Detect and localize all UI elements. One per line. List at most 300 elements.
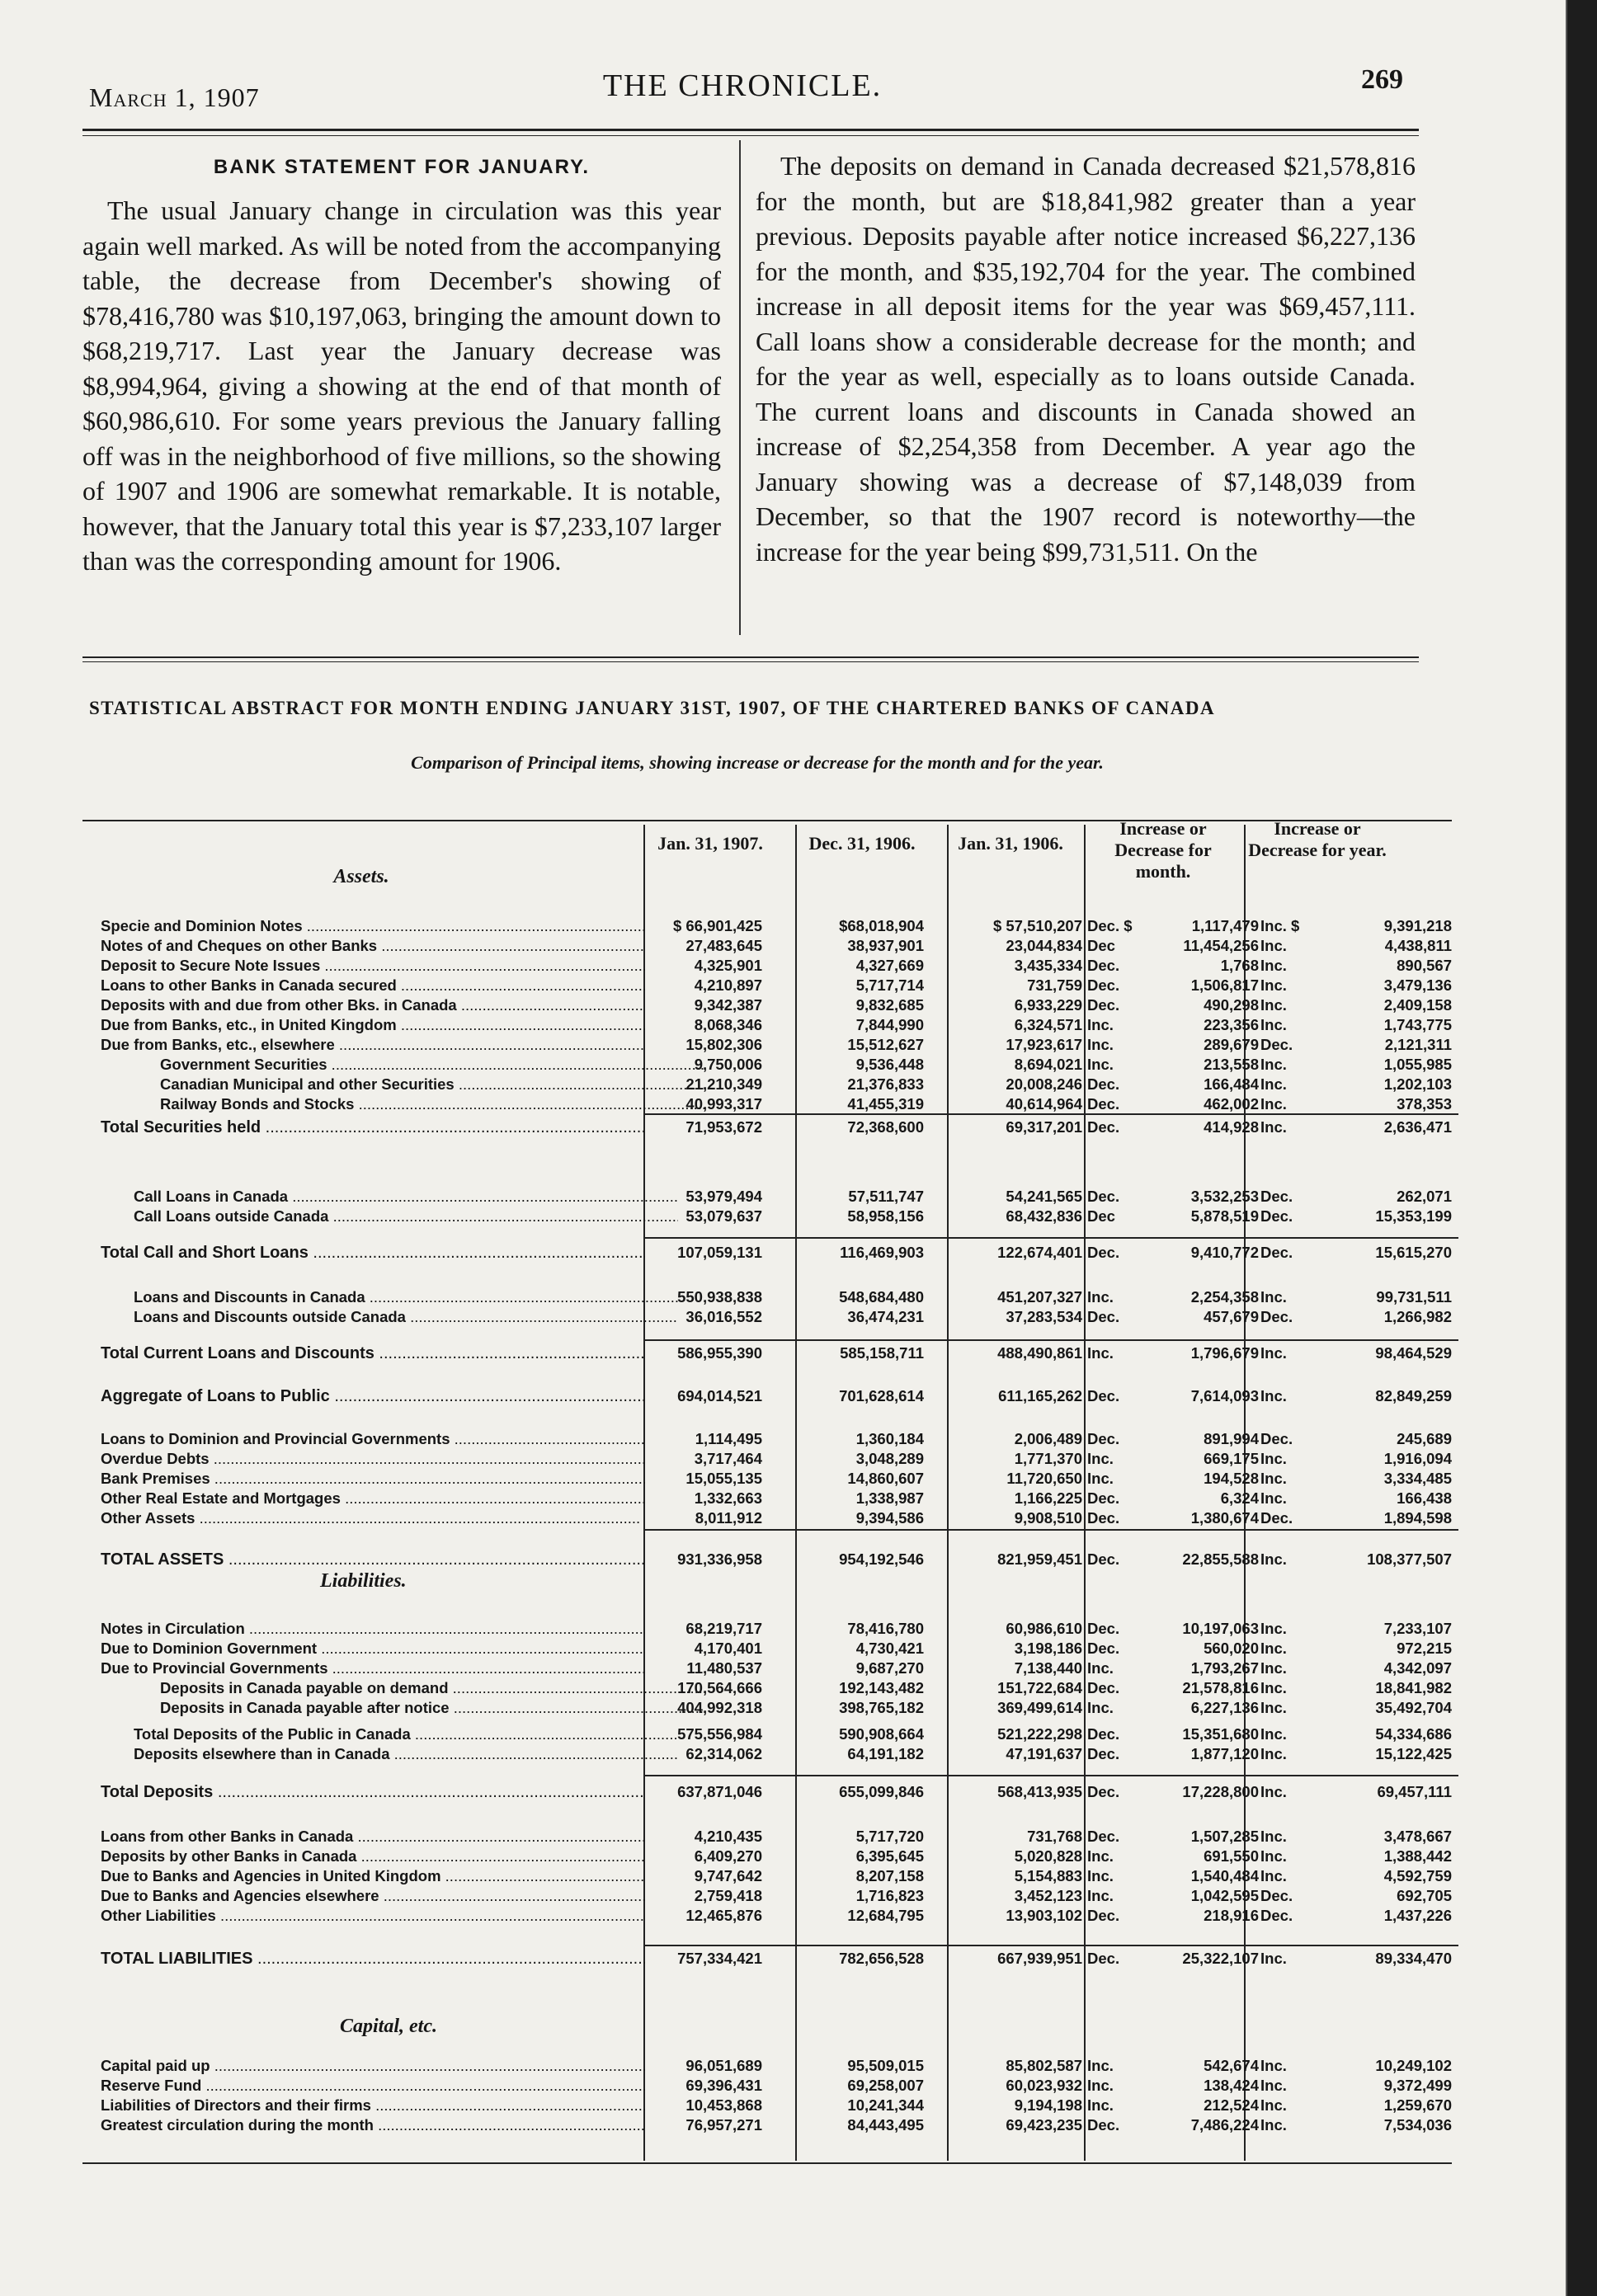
cell-year: 99,731,511 [1376, 1288, 1452, 1306]
row-label: Deposit to Secure Note Issues ..... [101, 957, 645, 975]
table-row [89, 1659, 1458, 1677]
table-row [89, 1489, 1458, 1508]
cell-jan1906: 60,023,932 [1006, 2077, 1082, 2094]
cell-jan1906: 20,008,246 [1006, 1075, 1082, 1093]
cell-jan1906: 369,499,614 [997, 1699, 1082, 1716]
cell-month: 490,298 [1204, 996, 1259, 1014]
cell-month: 1,796,679 [1190, 1344, 1259, 1362]
cell-jan1907: 9,750,006 [694, 1056, 762, 1073]
cell-dec1906: 5,717,714 [855, 976, 924, 994]
cell-m-dir: Dec. [1087, 1679, 1120, 1696]
cell-year: 89,334,470 [1375, 1950, 1452, 1967]
header-rule [82, 129, 1419, 131]
cell-jan1906: 9,194,198 [1014, 2096, 1082, 2114]
cell-y-dir: Inc. [1260, 1016, 1287, 1033]
cell-m-dir: Inc. [1087, 1056, 1114, 1073]
cell-month: 542,674 [1204, 2057, 1259, 2074]
table-row [89, 996, 1458, 1014]
cell-jan1906: 5,020,828 [1014, 1847, 1082, 1865]
cell-jan1906: 17,923,617 [1006, 1036, 1082, 1053]
cell-dec1906: 4,327,669 [855, 957, 924, 974]
col-header-jan1906: Jan. 31, 1906. [958, 833, 1063, 854]
cell-jan1906: 3,198,186 [1014, 1640, 1082, 1657]
issue-date: March 1, 1907 [89, 82, 260, 112]
cell-jan1907: 15,802,306 [685, 1036, 762, 1053]
cell-jan1907: 1,332,663 [694, 1489, 762, 1507]
cell-jan1907: 757,334,421 [677, 1950, 762, 1967]
cell-dec1906: 585,158,711 [840, 1344, 924, 1362]
cell-y-dir: Inc. [1260, 1699, 1287, 1716]
row-label: Government Securities ..... [101, 1056, 704, 1074]
cell-y-dir: Inc. [1260, 957, 1287, 974]
table-row [89, 1950, 1458, 1968]
cell-y-dir: Inc. [1260, 2057, 1287, 2074]
cell-month: 218,916 [1204, 1907, 1259, 1924]
cell-jan1906: 68,432,836 [1006, 1207, 1082, 1225]
cell-dec1906: 3,048,289 [855, 1450, 924, 1467]
cell-jan1907: $ 66,901,425 [672, 917, 762, 934]
cell-jan1907: 27,483,645 [685, 937, 762, 954]
cell-y-dir: Dec. [1260, 1188, 1293, 1205]
cell-dec1906: 9,536,448 [855, 1056, 924, 1073]
col-header-jan1907: Jan. 31, 1907. [657, 833, 763, 854]
cell-y-dir: Inc. [1260, 1725, 1287, 1743]
cell-jan1907: 53,079,637 [685, 1207, 762, 1225]
cell-dec1906: 954,192,546 [839, 1550, 924, 1568]
table-row [89, 2096, 1458, 2115]
table-row [89, 1207, 1458, 1226]
cell-jan1906: 667,939,951 [997, 1950, 1082, 1967]
cell-dec1906: 21,376,833 [847, 1075, 924, 1093]
cell-y-dir: Dec. [1260, 1244, 1293, 1261]
column-divider [739, 140, 741, 635]
row-label: Total Securities held ..... [101, 1118, 645, 1136]
table-row [89, 1036, 1458, 1054]
cell-y-dir: Inc. [1260, 2096, 1287, 2114]
row-label: Due from Banks, etc., elsewhere ..... [101, 1036, 645, 1054]
cell-dec1906: 64,191,182 [847, 1745, 924, 1762]
cell-jan1907: 8,011,912 [695, 1509, 762, 1527]
cell-m-dir: Dec. [1087, 1308, 1120, 1325]
cell-dec1906: 548,684,480 [839, 1288, 924, 1306]
cell-dec1906: 9,687,270 [855, 1659, 924, 1677]
cell-dec1906: 1,716,823 [855, 1887, 924, 1904]
cell-m-dir: Dec. [1087, 1620, 1120, 1637]
cell-m-dir: Dec. [1087, 1489, 1120, 1507]
cell-jan1907: 586,955,390 [677, 1344, 762, 1362]
cell-jan1907: 107,059,131 [677, 1244, 762, 1261]
cell-jan1907: 8,068,346 [694, 1016, 762, 1033]
cell-dec1906: $68,018,904 [839, 917, 924, 934]
row-label: Due to Banks and Agencies elsewhere ..... [101, 1887, 645, 1905]
cell-dec1906: 4,730,421 [855, 1640, 924, 1657]
cell-dec1906: 6,395,645 [855, 1847, 924, 1865]
cell-m-dir: Inc. [1087, 2057, 1114, 2074]
cell-dec1906: 192,143,482 [839, 1679, 924, 1696]
cell-y-dir: Inc. [1260, 1344, 1287, 1362]
cell-m-dir: Inc. [1087, 1887, 1114, 1904]
section-rule-top [82, 656, 1419, 658]
cell-dec1906: 78,416,780 [847, 1620, 924, 1637]
cell-month: 691,550 [1204, 1847, 1259, 1865]
cell-dec1906: 9,832,685 [855, 996, 924, 1014]
cell-dec1906: 15,512,627 [847, 1036, 924, 1053]
cell-y-dir: Inc. [1260, 1867, 1287, 1884]
table-row [89, 1470, 1458, 1488]
cell-month: 17,228,800 [1182, 1783, 1259, 1800]
table-row [89, 1016, 1458, 1034]
cell-jan1906: 69,317,201 [1006, 1118, 1082, 1136]
cell-jan1907: 2,759,418 [694, 1887, 762, 1904]
row-label: Deposits in Canada payable after notice ..... [101, 1699, 704, 1717]
cell-month: 7,614,093 [1190, 1387, 1259, 1404]
cell-y-dir: Inc. [1260, 1783, 1287, 1800]
cell-m-dir: Inc. [1087, 1699, 1114, 1716]
cell-m-dir: Inc. [1087, 1344, 1114, 1362]
cell-jan1906: 488,490,861 [997, 1344, 1082, 1362]
table-row [89, 1847, 1458, 1866]
cell-dec1906: 1,360,184 [855, 1430, 924, 1447]
cell-jan1907: 69,396,431 [685, 2077, 762, 2094]
cell-month: 6,227,136 [1190, 1699, 1259, 1716]
cell-month: 11,454,256 [1183, 937, 1259, 954]
cell-jan1906: 69,423,235 [1006, 2116, 1082, 2134]
cell-year: 1,266,982 [1383, 1308, 1452, 1325]
cell-year: 82,849,259 [1375, 1387, 1452, 1404]
cell-jan1907: 404,992,318 [677, 1699, 762, 1716]
cell-month: 1,380,674 [1190, 1509, 1259, 1527]
cell-jan1907: 10,453,868 [685, 2096, 762, 2114]
cell-m-dir: Dec. [1087, 1509, 1120, 1527]
table-row [89, 1308, 1458, 1326]
cell-y-dir: Inc. [1260, 1075, 1287, 1093]
cell-month: 22,855,588 [1182, 1550, 1259, 1568]
cell-m-dir: Inc. [1087, 1847, 1114, 1865]
table-top-rule [82, 820, 1452, 821]
cell-month: 462,002 [1204, 1095, 1259, 1113]
row-label: Canadian Municipal and other Securities ..... [101, 1075, 704, 1094]
cell-jan1907: 637,871,046 [677, 1783, 762, 1800]
cell-dec1906: 701,628,614 [839, 1387, 924, 1404]
row-label: Other Liabilities ..... [101, 1907, 645, 1925]
row-label: Greatest circulation during the month ..... [101, 2116, 645, 2134]
row-label: Railway Bonds and Stocks ..... [101, 1095, 704, 1113]
row-label: Capital paid up ..... [101, 2057, 645, 2075]
cell-month: 10,197,063 [1182, 1620, 1259, 1637]
cell-y-dir: Dec. [1260, 1887, 1293, 1904]
cell-jan1906: 1,771,370 [1014, 1450, 1082, 1467]
cell-m-dir: Dec. [1087, 2116, 1120, 2134]
page-number: 269 [1361, 64, 1403, 95]
cell-dec1906: 655,099,846 [839, 1783, 924, 1800]
table-row [89, 1620, 1458, 1638]
cell-year: 4,592,759 [1383, 1867, 1452, 1884]
row-label: Total Current Loans and Discounts ..... [101, 1344, 645, 1362]
cell-year: 245,689 [1397, 1430, 1452, 1447]
row-label: Notes in Circulation ..... [101, 1620, 645, 1638]
cell-y-dir: Inc. [1260, 1118, 1287, 1136]
row-label: Deposits with and due from other Bks. in Canada ..... [101, 996, 645, 1014]
cell-jan1907: 21,210,349 [685, 1075, 762, 1093]
cell-dec1906: 398,765,182 [839, 1699, 924, 1716]
cell-jan1906: 122,674,401 [997, 1244, 1082, 1261]
cell-month: 15,351,680 [1182, 1725, 1259, 1743]
cell-jan1907: 1,114,495 [695, 1430, 762, 1447]
cell-y-dir: Inc. [1260, 1056, 1287, 1073]
cell-m-dir: Dec. [1087, 996, 1120, 1014]
row-label: Loans to Dominion and Provincial Governments ..... [101, 1430, 645, 1448]
cell-dec1906: 1,338,987 [855, 1489, 924, 1507]
cell-y-dir: Dec. [1260, 1509, 1293, 1527]
cell-y-dir: Dec. [1260, 1907, 1293, 1924]
cell-month: 560,020 [1204, 1640, 1259, 1657]
cell-jan1906: 54,241,565 [1006, 1188, 1082, 1205]
cell-y-dir: Inc. [1260, 1745, 1287, 1762]
cell-m-dir: Inc. [1087, 1450, 1114, 1467]
cell-jan1906: 40,614,964 [1006, 1095, 1082, 1113]
cell-m-dir: Inc. [1087, 1867, 1114, 1884]
row-label: Call Loans outside Canada ..... [101, 1207, 678, 1226]
cell-jan1906: 568,413,935 [997, 1783, 1082, 1800]
cell-jan1907: 53,979,494 [685, 1188, 762, 1205]
table-row [89, 2057, 1458, 2075]
cell-month: 212,524 [1204, 2096, 1259, 2114]
table-row [89, 2077, 1458, 2095]
cell-year: 1,437,226 [1383, 1907, 1452, 1924]
cell-dec1906: 9,394,586 [855, 1509, 924, 1527]
cell-year: 18,841,982 [1375, 1679, 1452, 1696]
cell-year: 3,479,136 [1383, 976, 1452, 994]
cell-y-dir: Dec. [1260, 1308, 1293, 1325]
cell-year: 4,438,811 [1384, 937, 1452, 954]
cell-m-dir: Dec [1087, 1207, 1115, 1225]
cell-year: 9,372,499 [1383, 2077, 1452, 2094]
cell-year: 35,492,704 [1375, 1699, 1452, 1716]
table-row [89, 1450, 1458, 1468]
table-row [89, 1075, 1458, 1094]
cell-year: 10,249,102 [1375, 2057, 1452, 2074]
cell-jan1906: 5,154,883 [1014, 1867, 1082, 1884]
cell-jan1906: 521,222,298 [997, 1725, 1082, 1743]
cell-year: 98,464,529 [1375, 1344, 1452, 1362]
row-label: Aggregate of Loans to Public ..... [101, 1387, 645, 1405]
cell-jan1907: 68,219,717 [685, 1620, 762, 1637]
cell-dec1906: 69,258,007 [847, 2077, 924, 2094]
cell-jan1906: 2,006,489 [1014, 1430, 1082, 1447]
cell-y-dir: Dec. [1260, 1207, 1293, 1225]
row-label: Due to Banks and Agencies in United Kingdom ..... [101, 1867, 645, 1885]
cell-year: 108,377,507 [1367, 1550, 1452, 1568]
cell-month: 6,324 [1220, 1489, 1259, 1507]
cell-month: 25,322,107 [1182, 1950, 1259, 1967]
article-right-column [756, 148, 1416, 569]
cell-m-dir: Dec. [1087, 1118, 1120, 1136]
cell-y-dir: Inc. [1260, 1095, 1287, 1113]
cell-y-dir: Inc. [1260, 1470, 1287, 1487]
cell-jan1906: 611,165,262 [998, 1387, 1082, 1404]
subtotal-rule [643, 1775, 1458, 1776]
cell-dec1906: 782,656,528 [839, 1950, 924, 1967]
cell-year: 3,478,667 [1383, 1828, 1452, 1845]
cell-jan1907: 575,556,984 [677, 1725, 762, 1743]
cell-year: 890,567 [1397, 957, 1452, 974]
cell-y-dir: Inc. [1260, 1950, 1287, 1967]
cell-month: 1,042,595 [1190, 1887, 1259, 1904]
cell-jan1907: 36,016,552 [685, 1308, 762, 1325]
cell-month: 138,424 [1204, 2077, 1259, 2094]
cell-y-dir: Inc. [1260, 1620, 1287, 1637]
cell-month: 9,410,772 [1190, 1244, 1259, 1261]
cell-m-dir: Dec. [1087, 957, 1120, 974]
table-row [89, 1344, 1458, 1362]
cell-m-dir: Inc. [1087, 1659, 1114, 1677]
cell-jan1906: 13,903,102 [1006, 1907, 1082, 1924]
cell-month: 1,540,484 [1190, 1867, 1259, 1884]
cell-month: 1,117,479 [1191, 917, 1259, 934]
table-bottom-rule [82, 2162, 1452, 2164]
cell-year: 2,409,158 [1383, 996, 1452, 1014]
cell-jan1906: 47,191,637 [1006, 1745, 1082, 1762]
publication-title: THE CHRONICLE. [602, 68, 883, 103]
table-row [89, 1679, 1458, 1697]
cell-year: 7,233,107 [1383, 1620, 1452, 1637]
cell-m-dir: Dec. [1087, 1950, 1120, 1967]
cell-year: 15,353,199 [1375, 1207, 1452, 1225]
cell-month: 891,994 [1204, 1430, 1259, 1447]
table-row [89, 1550, 1458, 1569]
cell-jan1907: 4,170,401 [694, 1640, 762, 1657]
cell-month: 21,578,816 [1182, 1679, 1259, 1696]
cell-jan1907: 62,314,062 [685, 1745, 762, 1762]
cell-y-dir: Dec. [1260, 1430, 1293, 1447]
row-label: Deposits elsewhere than in Canada ..... [101, 1745, 678, 1763]
cell-jan1906: 6,324,571 [1014, 1016, 1082, 1033]
row-label: Loans and Discounts in Canada ..... [101, 1288, 678, 1306]
cell-m-dir: Dec. [1087, 1550, 1120, 1568]
table-row [89, 1118, 1458, 1136]
cell-year: 378,353 [1397, 1095, 1452, 1113]
row-label: Reserve Fund ..... [101, 2077, 645, 2095]
table-row [89, 1244, 1458, 1262]
cell-month: 1,877,120 [1190, 1745, 1259, 1762]
cell-year: 1,259,670 [1383, 2096, 1452, 2114]
cell-jan1907: 96,051,689 [685, 2057, 762, 2074]
cell-dec1906: 14,860,607 [847, 1470, 924, 1487]
cell-y-dir: Inc. [1260, 1679, 1287, 1696]
subtotal-rule [643, 1529, 1458, 1531]
page-edge [1567, 0, 1597, 2296]
cell-m-dir: Dec. [1087, 1244, 1120, 1261]
cell-month: 1,507,285 [1190, 1828, 1259, 1845]
cell-month: 7,486,224 [1190, 2116, 1259, 2134]
row-label: Total Call and Short Loans ..... [101, 1244, 645, 1262]
cell-dec1906: 7,844,990 [855, 1016, 924, 1033]
row-label: Deposits in Canada payable on demand ..... [101, 1679, 704, 1697]
cell-m-dir: Dec. [1087, 1430, 1120, 1447]
row-label: Loans from other Banks in Canada ..... [101, 1828, 645, 1846]
cell-year: 15,615,270 [1375, 1244, 1452, 1261]
cell-dec1906: 10,241,344 [847, 2096, 924, 2114]
cell-y-dir: Inc. $ [1260, 917, 1300, 934]
cell-year: 1,055,985 [1383, 1056, 1452, 1073]
cell-m-dir: Inc. [1087, 1288, 1114, 1306]
cell-jan1906: 821,959,451 [997, 1550, 1082, 1568]
cell-dec1906: 72,368,600 [847, 1118, 924, 1136]
table-row [89, 1640, 1458, 1658]
cell-month: 223,356 [1204, 1016, 1259, 1033]
cell-jan1906: 151,722,684 [997, 1679, 1082, 1696]
table-row [89, 917, 1458, 935]
row-label: Notes of and Cheques on other Banks ..... [101, 937, 645, 955]
table-row [89, 957, 1458, 975]
cell-jan1906: $ 57,510,207 [992, 917, 1082, 934]
cell-jan1906: 85,802,587 [1006, 2057, 1082, 2074]
cell-y-dir: Inc. [1260, 937, 1287, 954]
row-label: Deposits by other Banks in Canada ..... [101, 1847, 645, 1866]
cell-jan1906: 3,435,334 [1014, 957, 1082, 974]
row-label: TOTAL ASSETS ..... [101, 1550, 645, 1569]
cell-year: 2,121,311 [1384, 1036, 1452, 1053]
row-label: Due to Provincial Governments ..... [101, 1659, 645, 1677]
cell-month: 2,254,358 [1190, 1288, 1259, 1306]
cell-m-dir: Dec. $ [1087, 917, 1133, 934]
cell-m-dir: Inc. [1087, 1016, 1114, 1033]
cell-jan1907: 76,957,271 [685, 2116, 762, 2134]
cell-month: 1,768 [1220, 957, 1259, 974]
cell-month: 457,679 [1204, 1308, 1259, 1325]
cell-month: 1,793,267 [1190, 1659, 1259, 1677]
cell-dec1906: 57,511,747 [848, 1188, 924, 1205]
cell-jan1907: 6,409,270 [694, 1847, 762, 1865]
row-label: Overdue Debts ..... [101, 1450, 645, 1468]
cell-dec1906: 36,474,231 [847, 1308, 924, 1325]
cell-y-dir: Inc. [1260, 976, 1287, 994]
row-label: Bank Premises ..... [101, 1470, 645, 1488]
cell-m-dir: Dec. [1087, 1640, 1120, 1657]
cell-year: 692,705 [1397, 1887, 1452, 1904]
cell-dec1906: 590,908,664 [839, 1725, 924, 1743]
cell-year: 1,894,598 [1383, 1509, 1452, 1527]
subtotal-rule [643, 1945, 1458, 1946]
cell-month: 213,558 [1204, 1056, 1259, 1073]
row-label: Loans to other Banks in Canada secured ..... [101, 976, 645, 995]
cell-jan1907: 9,747,642 [694, 1867, 762, 1884]
subtotal-rule [643, 1113, 1458, 1115]
cell-y-dir: Dec. [1260, 1036, 1293, 1053]
cell-month: 166,484 [1204, 1075, 1259, 1093]
table-row [89, 1387, 1458, 1405]
cell-month: 3,532,253 [1190, 1188, 1259, 1205]
table-row [89, 1887, 1458, 1905]
cell-y-dir: Inc. [1260, 1828, 1287, 1845]
cell-y-dir: Inc. [1260, 2116, 1287, 2134]
cell-y-dir: Inc. [1260, 1288, 1287, 1306]
cell-jan1907: 931,336,958 [677, 1550, 762, 1568]
cell-m-dir: Dec. [1087, 976, 1120, 994]
table-row [89, 1699, 1458, 1717]
cell-jan1906: 731,768 [1027, 1828, 1082, 1845]
cell-month: 289,679 [1204, 1036, 1259, 1053]
cell-jan1907: 4,210,435 [694, 1828, 762, 1845]
cell-m-dir: Dec [1087, 937, 1115, 954]
row-label: Total Deposits of the Public in Canada ..... [101, 1725, 678, 1743]
table-row [89, 1745, 1458, 1763]
header-rule-thin [82, 135, 1419, 136]
cell-m-dir: Dec. [1087, 1095, 1120, 1113]
cell-jan1907: 40,993,317 [685, 1095, 762, 1113]
table-row [89, 976, 1458, 995]
capital-heading: Capital, etc. [340, 2016, 437, 2037]
